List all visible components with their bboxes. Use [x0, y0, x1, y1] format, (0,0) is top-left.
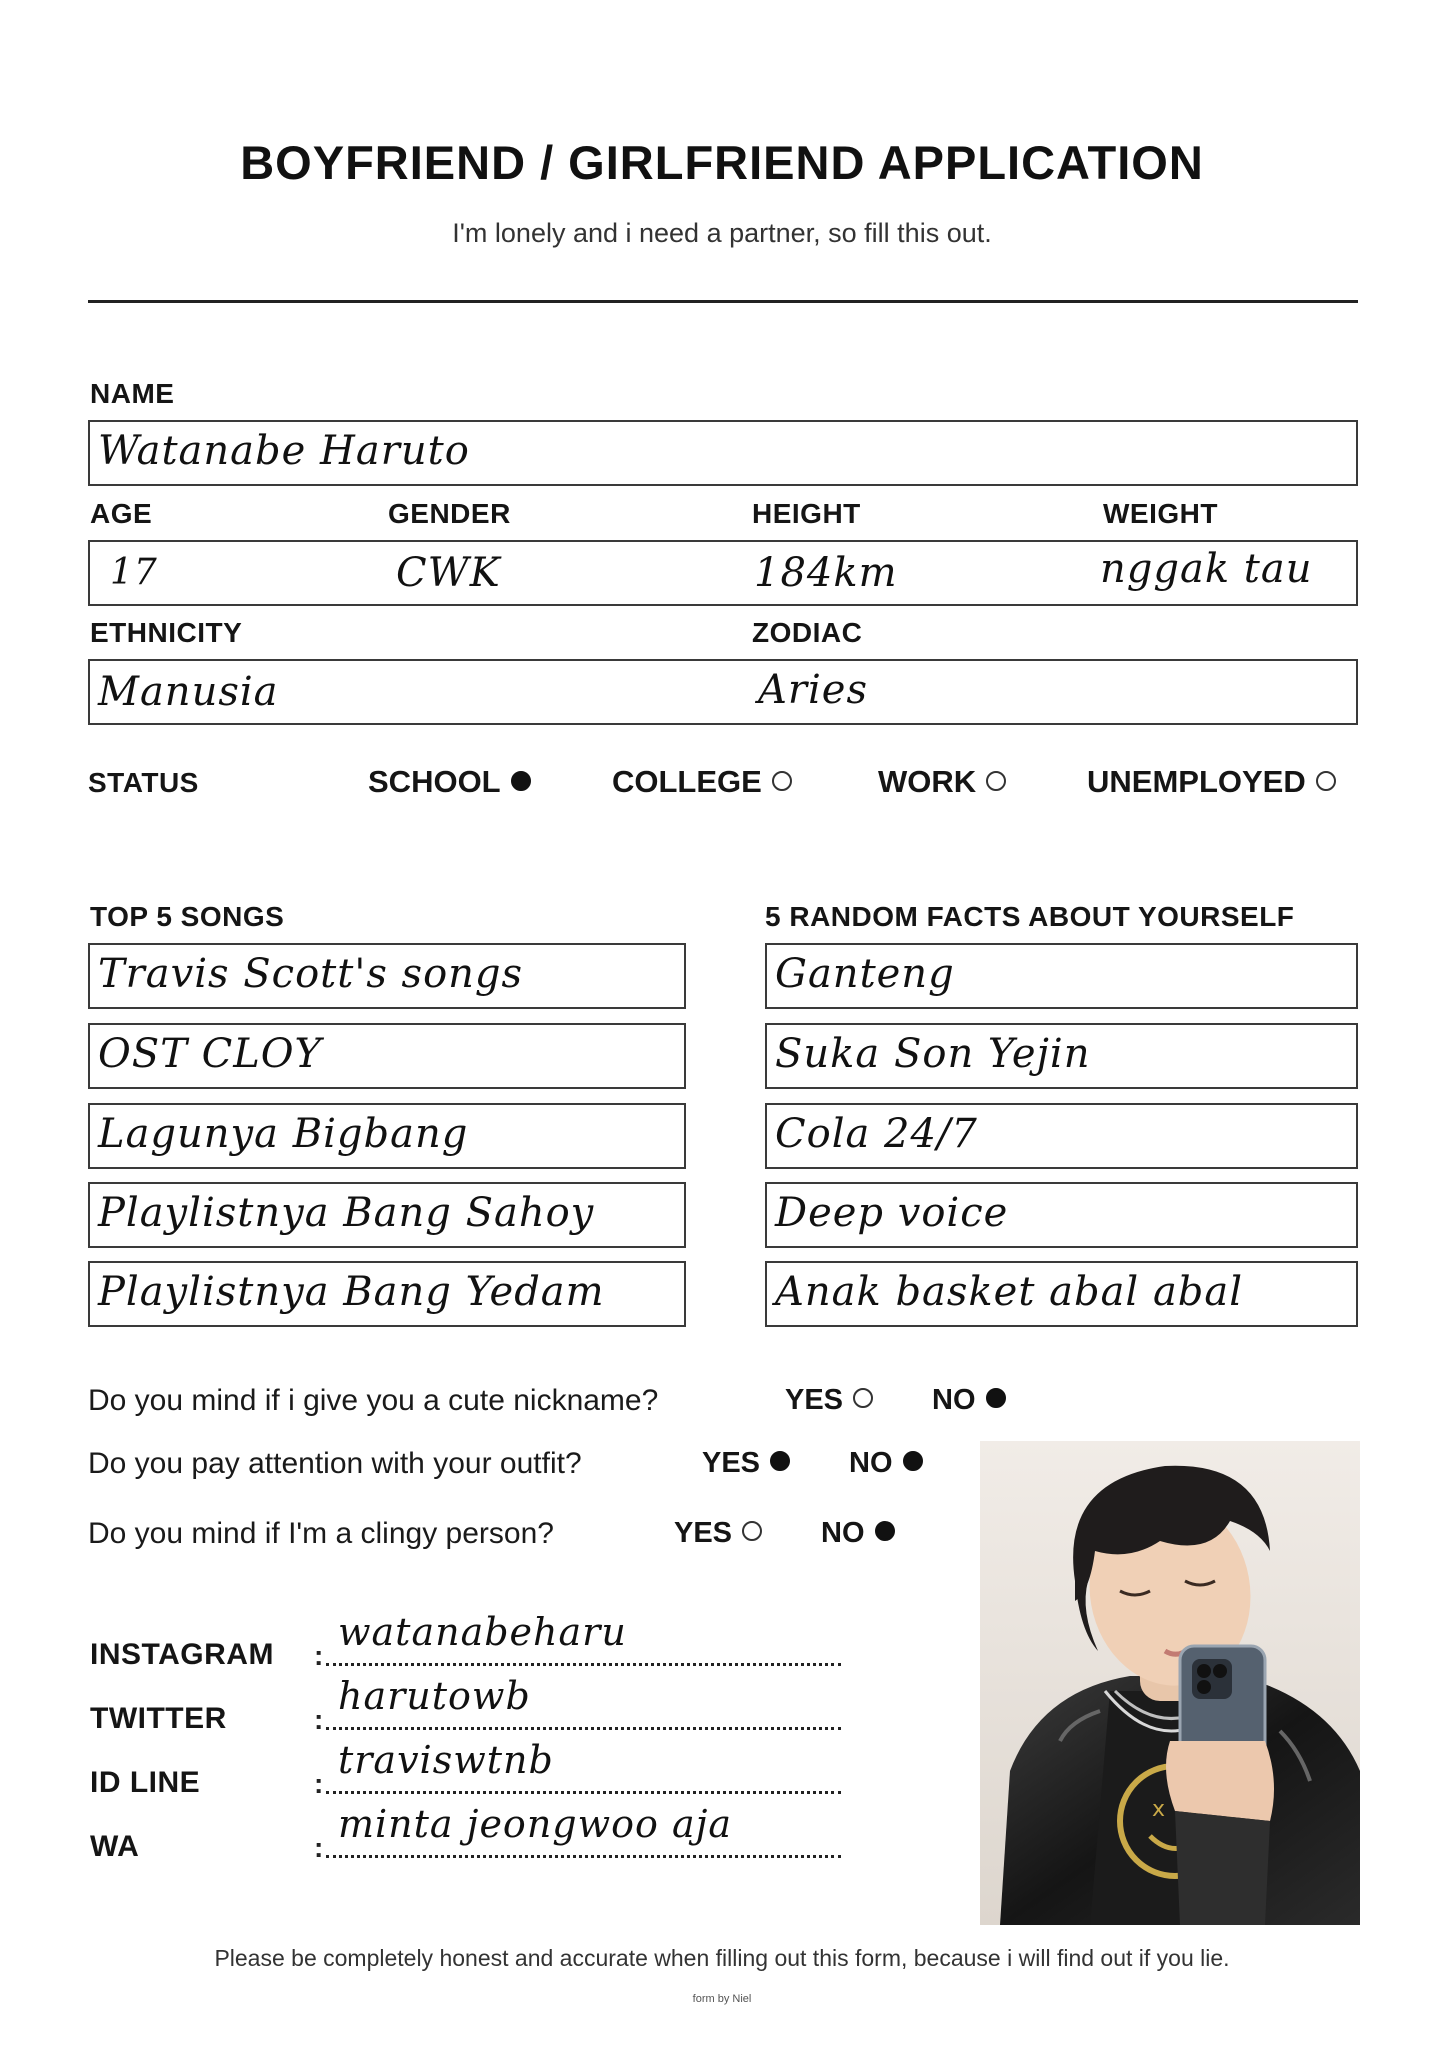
contact-label-line: ID LINE [90, 1766, 201, 1799]
status-option-school[interactable] [368, 764, 531, 800]
contact-colon: : [314, 1704, 324, 1735]
song-field-2[interactable] [88, 1023, 686, 1089]
status-option-label: UNEMPLOYED [1087, 764, 1306, 799]
fact-field-2[interactable] [765, 1023, 1358, 1089]
honesty-note: Please be completely honest and accurate when filling out this form, because i will find out if you lie. [214, 1945, 1230, 1971]
contact-value-instagram: watanabeharu [338, 1610, 627, 1654]
form-subtitle: I'm lonely and i need a partner, so fill this out. [452, 218, 992, 248]
zodiac-value: Aries [758, 667, 868, 713]
contact-value-line: traviswtnb [338, 1738, 554, 1782]
contact-label-twitter: TWITTER [90, 1702, 227, 1735]
question-nickname-yes[interactable] [785, 1384, 873, 1417]
contact-colon: : [314, 1768, 324, 1799]
fact-value: Anak basket abal abal [775, 1269, 1244, 1315]
header-divider [88, 300, 1358, 303]
contact-line-line[interactable] [326, 1791, 841, 1794]
height-value: 184km [754, 550, 898, 596]
fact-value: Suka Son Yejin [775, 1031, 1091, 1077]
no-label: NO [932, 1384, 976, 1416]
contact-line-wa[interactable] [326, 1855, 841, 1858]
fact-field-3[interactable] [765, 1103, 1358, 1169]
radio-filled-icon[interactable] [986, 1388, 1006, 1408]
selfie-illustration [980, 1441, 1360, 1925]
fact-value: Deep voice [775, 1190, 1009, 1236]
radio-empty-icon[interactable] [1316, 771, 1336, 791]
radio-empty-icon[interactable] [772, 771, 792, 791]
height-label: HEIGHT [752, 498, 861, 529]
no-label: NO [849, 1447, 893, 1479]
status-option-label: COLLEGE [612, 764, 762, 799]
radio-filled-icon[interactable] [770, 1451, 790, 1471]
ethnicity-label: ETHNICITY [90, 617, 243, 648]
song-value: OST CLOY [98, 1031, 322, 1077]
song-value: Playlistnya Bang Yedam [98, 1269, 605, 1315]
radio-empty-icon[interactable] [853, 1388, 873, 1408]
fact-field-5[interactable] [765, 1261, 1358, 1327]
age-label: AGE [90, 498, 153, 529]
applicant-photo [980, 1441, 1360, 1925]
song-field-5[interactable] [88, 1261, 686, 1327]
facts-label: 5 RANDOM FACTS ABOUT YOURSELF [765, 901, 1295, 932]
contact-colon: : [314, 1640, 324, 1671]
contact-line-twitter[interactable] [326, 1727, 841, 1730]
song-field-4[interactable] [88, 1182, 686, 1248]
song-value: Travis Scott's songs [98, 951, 524, 997]
radio-empty-icon[interactable] [986, 771, 1006, 791]
weight-value: nggak tau [1100, 546, 1313, 592]
yes-label: YES [785, 1384, 844, 1416]
form-title: BOYFRIEND / GIRLFRIEND APPLICATION [240, 136, 1204, 189]
songs-label: TOP 5 SONGS [90, 901, 285, 932]
status-option-label: SCHOOL [368, 764, 501, 799]
form-credit: form by Niel [692, 1993, 752, 2005]
zodiac-label: ZODIAC [752, 617, 863, 648]
status-label: STATUS [88, 767, 199, 798]
radio-filled-icon[interactable] [511, 771, 531, 791]
age-value: 17 [110, 552, 158, 593]
question-clingy-no[interactable] [821, 1517, 895, 1550]
ethnicity-zodiac-field[interactable] [88, 659, 1358, 725]
contact-value-wa: minta jeongwoo aja [338, 1802, 733, 1846]
question-outfit: Do you pay attention with your outfit? [88, 1447, 582, 1480]
question-nickname-no[interactable] [932, 1384, 1006, 1417]
contact-label-instagram: INSTAGRAM [90, 1638, 274, 1671]
contact-colon: : [314, 1832, 324, 1863]
status-option-label: WORK [878, 764, 977, 799]
question-outfit-no[interactable] [849, 1447, 923, 1480]
contact-label-wa: WA [90, 1830, 140, 1863]
name-field[interactable] [88, 420, 1358, 486]
fact-field-4[interactable] [765, 1182, 1358, 1248]
radio-empty-icon[interactable] [742, 1521, 762, 1541]
radio-filled-icon[interactable] [875, 1521, 895, 1541]
gender-label: GENDER [388, 498, 511, 529]
status-option-work[interactable] [878, 764, 1006, 800]
contact-value-twitter: harutowb [338, 1674, 531, 1718]
fact-value: Cola 24/7 [775, 1111, 978, 1157]
status-option-unemployed[interactable] [1087, 764, 1336, 800]
song-field-3[interactable] [88, 1103, 686, 1169]
no-label: NO [821, 1517, 865, 1549]
svg-text:x: x [1152, 1797, 1166, 1822]
radio-filled-icon[interactable] [903, 1451, 923, 1471]
gender-value: CWK [396, 550, 501, 596]
yes-label: YES [674, 1517, 733, 1549]
name-label: NAME [90, 378, 175, 409]
question-clingy-yes[interactable] [674, 1517, 762, 1550]
contact-line-instagram[interactable] [326, 1663, 841, 1666]
song-value: Lagunya Bigbang [98, 1111, 469, 1157]
name-value: Watanabe Haruto [98, 428, 470, 474]
song-field-1[interactable] [88, 943, 686, 1009]
question-nickname: Do you mind if i give you a cute nickname? [88, 1384, 659, 1417]
question-outfit-yes[interactable] [702, 1447, 790, 1480]
song-value: Playlistnya Bang Sahoy [98, 1190, 595, 1236]
weight-label: WEIGHT [1103, 498, 1218, 529]
fact-field-1[interactable] [765, 943, 1358, 1009]
fact-value: Ganteng [775, 951, 955, 997]
yes-label: YES [702, 1447, 761, 1479]
ethnicity-value: Manusia [98, 669, 279, 715]
status-option-college[interactable] [612, 764, 792, 800]
question-clingy: Do you mind if I'm a clingy person? [88, 1517, 554, 1550]
basic-info-field[interactable] [88, 540, 1358, 606]
